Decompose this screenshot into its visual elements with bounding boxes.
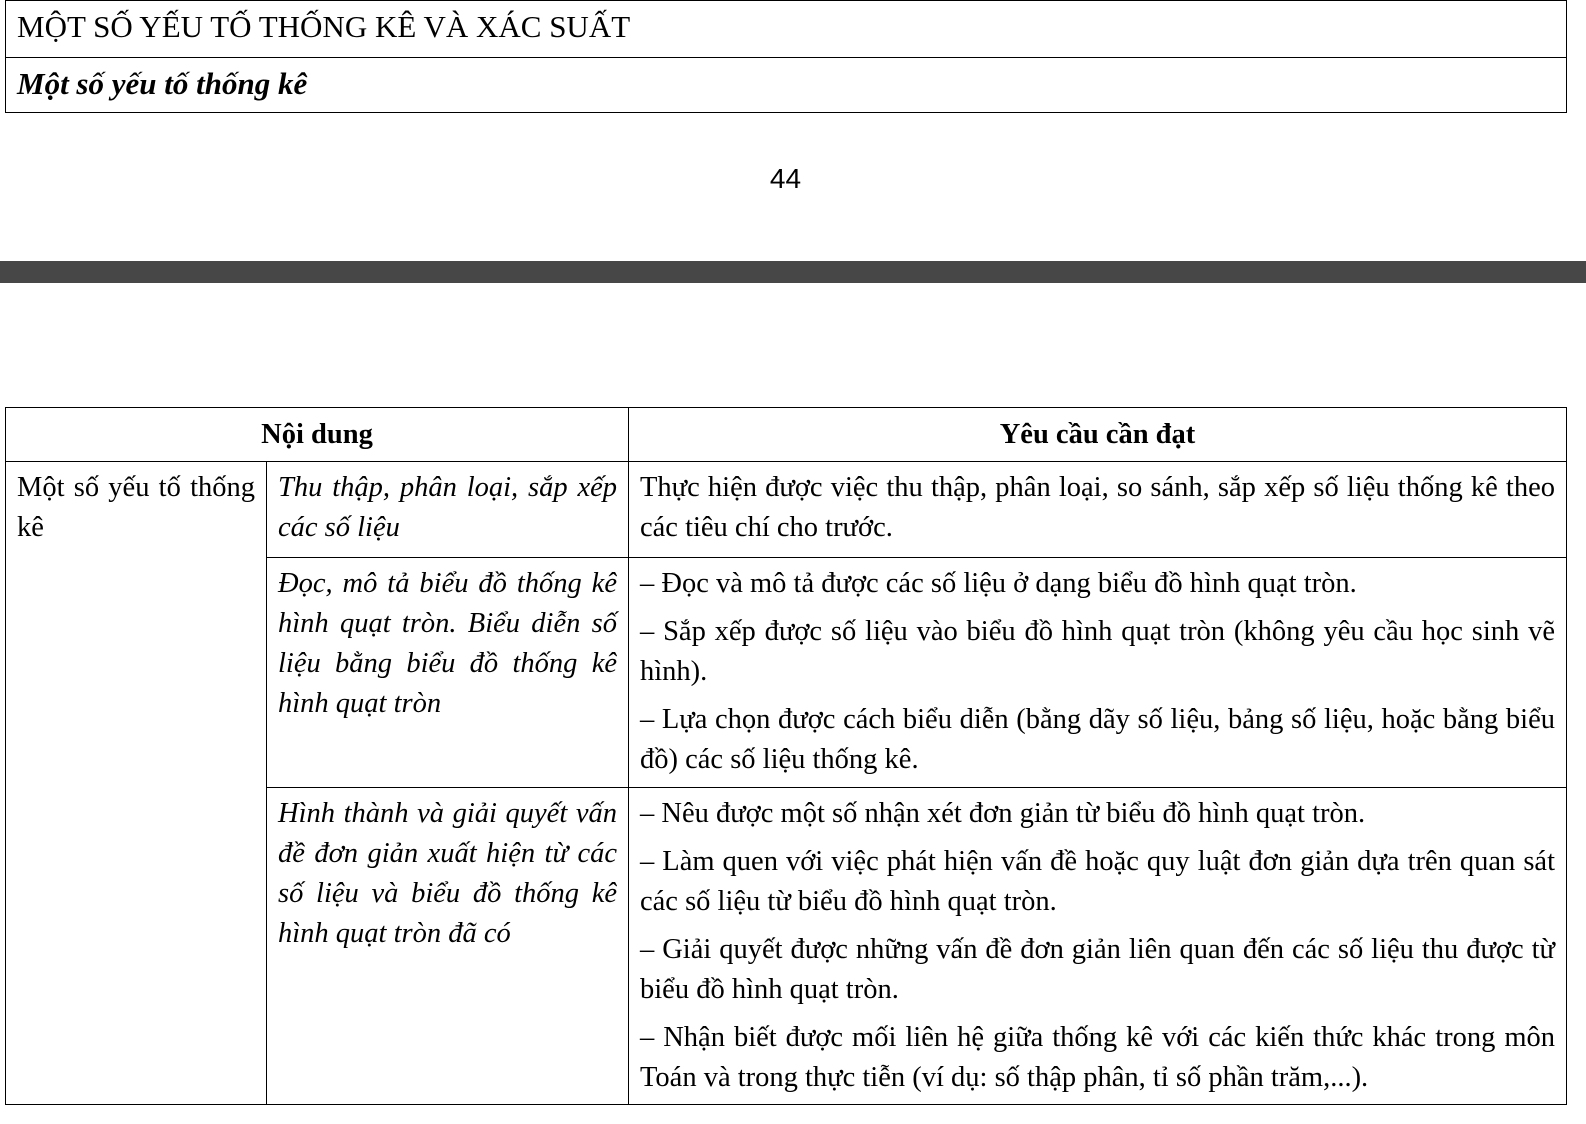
requirement-item: – Sắp xếp được số liệu vào biểu đồ hình quạt tròn (không yêu cầu học sinh vẽ hình).: [640, 616, 1555, 687]
topic-cell: [6, 462, 267, 1105]
requirements-cell: [629, 462, 1567, 558]
section-title: MỘT SỐ YẾU TỐ THỐNG KÊ VÀ XÁC SUẤT: [6, 1, 1567, 58]
requirement-item: – Lựa chọn được cách biểu diễn (bằng dãy số liệu, bảng số liệu, hoặc bằng biểu đồ) các số liệu thống kê.: [640, 704, 1555, 775]
section-header-table: [5, 0, 1567, 113]
topic-label: Một số yếu tố thống kê: [17, 472, 255, 543]
requirement-item: – Nhận biết được mối liên hệ giữa thống kê với các kiến thức khác trong môn Toán và trong thực tiễn (ví dụ: số thập phân, tỉ số phần trăm,...).: [640, 1022, 1555, 1093]
page-break-bar: [0, 261, 1586, 283]
requirements-cell: [629, 558, 1567, 788]
content-cell: Đọc, mô tả biểu đồ thống kê hình quạt tròn. Biểu diễn số liệu bằng biểu đồ thống kê hình quạt tròn: [267, 558, 629, 788]
content-cell: Thu thập, phân loại, sắp xếp các số liệu: [267, 462, 629, 558]
requirements-cell: [629, 788, 1567, 1105]
page-number: 44: [769, 163, 802, 194]
requirement-item: – Đọc và mô tả được các số liệu ở dạng biểu đồ hình quạt tròn.: [640, 568, 1357, 599]
requirement-item: – Giải quyết được những vấn đề đơn giản liên quan đến các số liệu thu được từ biểu đồ hình quạt tròn.: [640, 934, 1555, 1005]
table-row: [6, 462, 1567, 558]
header-requirements: Yêu cầu cần đạt: [629, 408, 1567, 462]
requirement-item: Thực hiện được việc thu thập, phân loại, so sánh, sắp xếp số liệu thống kê theo các tiêu chí cho trước.: [640, 472, 1555, 543]
content-cell: Hình thành và giải quyết vấn đề đơn giản xuất hiện từ các số liệu và biểu đồ thống kê hình quạt tròn đã có: [267, 788, 629, 1105]
subsection-title: Một số yếu tố thống kê: [6, 58, 1567, 113]
requirement-item: – Nêu được một số nhận xét đơn giản từ biểu đồ hình quạt tròn.: [640, 798, 1366, 829]
requirement-item: – Làm quen với việc phát hiện vấn đề hoặc quy luật đơn giản dựa trên quan sát các số liệu từ biểu đồ hình quạt tròn.: [640, 846, 1555, 917]
requirements-table: [5, 407, 1567, 1105]
header-content: Nội dung: [6, 408, 629, 462]
